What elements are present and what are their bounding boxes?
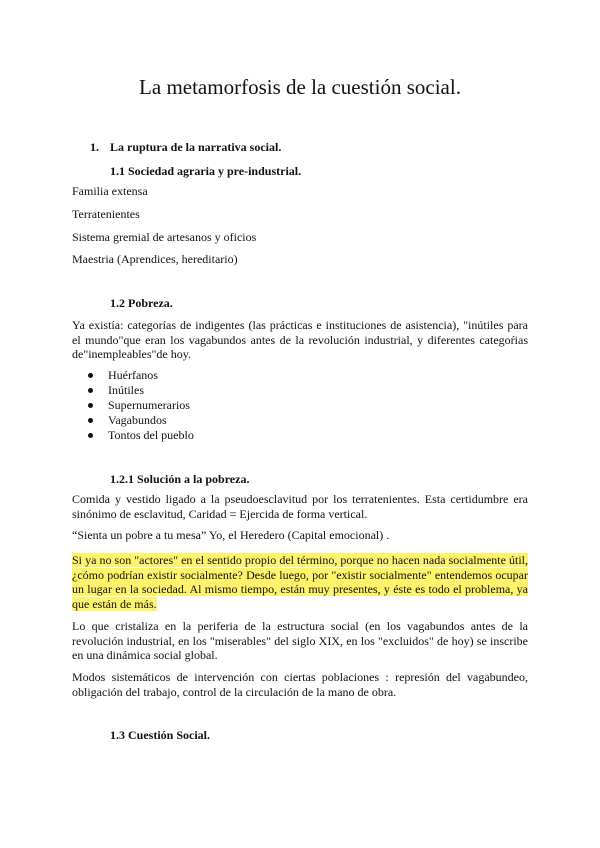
section-1-2-heading: 1.2 Pobreza.: [110, 296, 173, 310]
section-1-title: La ruptura de la narrativa social.: [110, 140, 282, 154]
solucion-paragraph-2: “Sienta un pobre a tu mesa” Yo, el Heredero (Capital emocional) .: [72, 528, 390, 542]
pobreza-bullet-list: [88, 368, 194, 443]
bullet-icon: [88, 373, 93, 378]
bullet-icon: [88, 433, 93, 438]
list-line: Terratenientes: [72, 207, 140, 221]
section-1-3-heading: 1.3 Cuestión Social.: [110, 728, 211, 742]
solucion-paragraph-1: Comida y vestido ligado a la pseudoesclavitud por los terratenientes. Esta certidumbre era sinónimo de esclavitud, Caridad = Ejercida de forma vertical.: [72, 492, 528, 521]
section-1-2-1-heading: 1.2.1 Solución a la pobreza.: [110, 472, 250, 486]
highlight-text: Si ya no son "actores" en el sentido propio del término, porque no hacen nada socialmente útil, ¿cómo podrían existir socialmente? Desde luego, por "existir socialmente" entendemos ocupar un lugar en la sociedad. Al mismo tiempo, están muy presentes, y éste es todo el problema, ya que están de más.: [72, 553, 528, 611]
list-line: Familia extensa: [72, 184, 148, 198]
highlighted-paragraph: [72, 553, 528, 611]
bullet-icon: [88, 418, 93, 423]
list-item: Inútiles: [88, 383, 194, 398]
list-line: Sistema gremial de artesanos y oficios: [72, 230, 257, 244]
bullet-icon: [88, 388, 93, 393]
section-1-heading: [90, 140, 281, 154]
page-title: La metamorfosis de la cuestión social.: [139, 75, 461, 99]
solucion-paragraph-5: Modos sistemáticos de intervención con ciertas poblaciones : represión del vagabundeo, obligación del trabajo, control de la circulación de la mano de obra.: [72, 670, 528, 699]
section-1-number: 1.: [90, 140, 99, 154]
bullet-icon: [88, 403, 93, 408]
list-item: Huérfanos: [88, 368, 194, 383]
solucion-paragraph-4: Lo que cristaliza en la periferia de la estructura social (en los vagabundos antes de la revolución industrial, en los "miserables" del siglo XIX, en los "excluidos" de hoy) se inscribe en una dinámica social global.: [72, 619, 528, 663]
list-item: Vagabundos: [88, 413, 194, 428]
section-1-1-heading: 1.1 Sociedad agraria y pre-industrial.: [110, 164, 302, 178]
list-line: Maestria (Aprendices, hereditario): [72, 252, 238, 266]
pobreza-paragraph: Ya existía: categorías de indigentes (las prácticas e instituciones de asistencia), "inútiles para el mundo"que eran los vagabundos antes de la revolución industrial, y diferentes categoŕias de"inempleables"de hoy.: [72, 318, 528, 362]
list-item: Tontos del pueblo: [88, 428, 194, 443]
list-item: Supernumerarios: [88, 398, 194, 413]
